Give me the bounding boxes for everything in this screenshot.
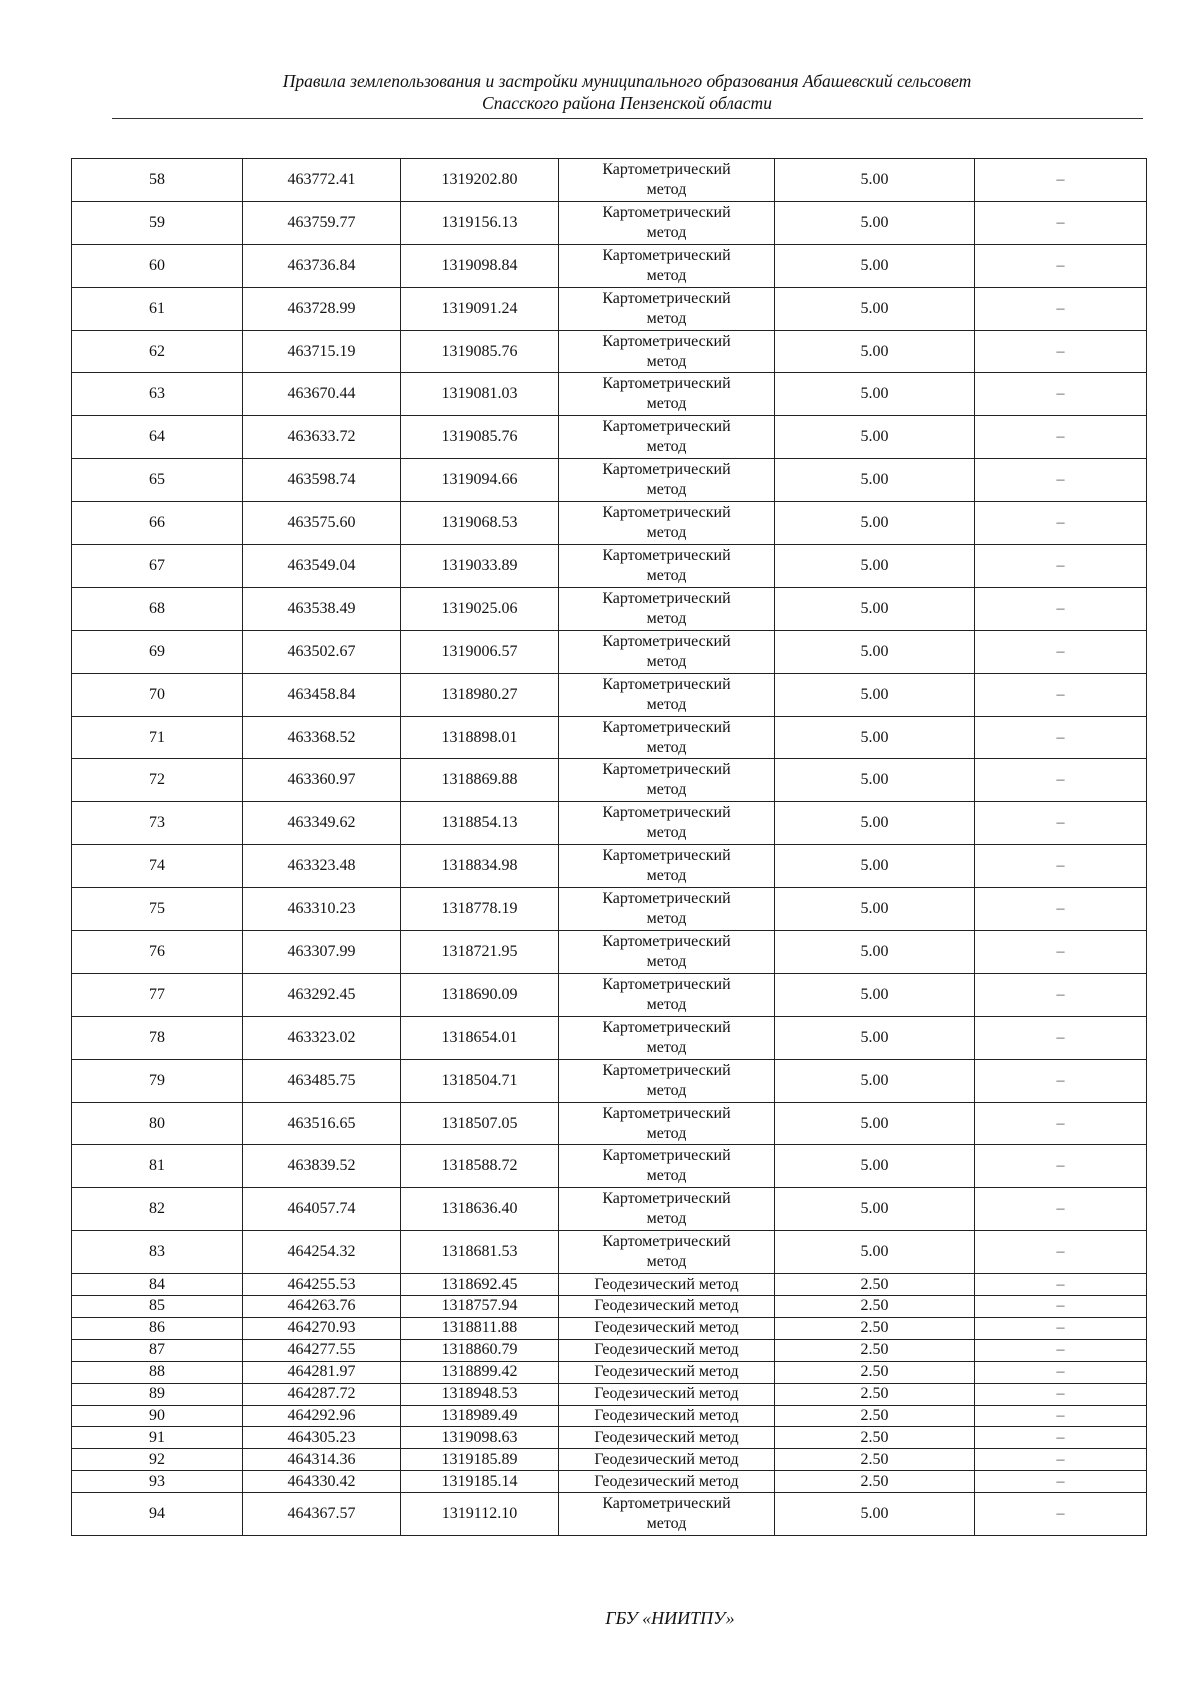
accuracy-cell: 2.50	[775, 1471, 975, 1493]
table-row	[72, 1427, 1147, 1449]
note-cell: –	[975, 1493, 1147, 1536]
x-coordinate-cell: 463292.45	[243, 973, 401, 1016]
x-coordinate-cell: 463349.62	[243, 802, 401, 845]
coordinates-table-body	[72, 159, 1147, 1536]
table-row	[72, 802, 1147, 845]
note-cell: –	[975, 587, 1147, 630]
point-number-cell: 73	[72, 802, 243, 845]
note-cell: –	[975, 1317, 1147, 1339]
table-row	[72, 759, 1147, 802]
method-cell: Картометрический метод	[559, 587, 775, 630]
accuracy-cell: 2.50	[775, 1361, 975, 1383]
table-row	[72, 1102, 1147, 1145]
accuracy-cell: 5.00	[775, 973, 975, 1016]
method-cell: Геодезический метод	[559, 1449, 775, 1471]
table-row	[72, 1449, 1147, 1471]
note-cell: –	[975, 1188, 1147, 1231]
table-row	[72, 1145, 1147, 1188]
y-coordinate-cell: 1319091.24	[401, 287, 559, 330]
note-cell: –	[975, 1231, 1147, 1274]
method-cell: Картометрический метод	[559, 201, 775, 244]
point-number-cell: 81	[72, 1145, 243, 1188]
method-cell: Геодезический метод	[559, 1427, 775, 1449]
method-cell: Картометрический метод	[559, 244, 775, 287]
point-number-cell: 70	[72, 673, 243, 716]
accuracy-cell: 5.00	[775, 416, 975, 459]
table-row	[72, 373, 1147, 416]
note-cell: –	[975, 201, 1147, 244]
x-coordinate-cell: 463368.52	[243, 716, 401, 759]
point-number-cell: 85	[72, 1296, 243, 1318]
accuracy-cell: 5.00	[775, 1145, 975, 1188]
x-coordinate-cell: 463360.97	[243, 759, 401, 802]
accuracy-cell: 5.00	[775, 244, 975, 287]
note-cell: –	[975, 244, 1147, 287]
accuracy-cell: 5.00	[775, 159, 975, 202]
accuracy-cell: 2.50	[775, 1274, 975, 1296]
table-row	[72, 630, 1147, 673]
point-number-cell: 78	[72, 1016, 243, 1059]
note-cell: –	[975, 973, 1147, 1016]
table-row	[72, 845, 1147, 888]
method-cell: Картометрический метод	[559, 1145, 775, 1188]
method-cell: Картометрический метод	[559, 1102, 775, 1145]
y-coordinate-cell: 1319098.84	[401, 244, 559, 287]
point-number-cell: 63	[72, 373, 243, 416]
point-number-cell: 74	[72, 845, 243, 888]
point-number-cell: 84	[72, 1274, 243, 1296]
table-row	[72, 416, 1147, 459]
x-coordinate-cell: 464057.74	[243, 1188, 401, 1231]
note-cell: –	[975, 1405, 1147, 1427]
accuracy-cell: 5.00	[775, 1231, 975, 1274]
note-cell: –	[975, 330, 1147, 373]
note-cell: –	[975, 1471, 1147, 1493]
method-cell: Картометрический метод	[559, 159, 775, 202]
accuracy-cell: 5.00	[775, 545, 975, 588]
accuracy-cell: 5.00	[775, 373, 975, 416]
x-coordinate-cell: 463310.23	[243, 888, 401, 931]
x-coordinate-cell: 464255.53	[243, 1274, 401, 1296]
note-cell: –	[975, 845, 1147, 888]
point-number-cell: 86	[72, 1317, 243, 1339]
y-coordinate-cell: 1319025.06	[401, 587, 559, 630]
method-cell: Картометрический метод	[559, 973, 775, 1016]
point-number-cell: 90	[72, 1405, 243, 1427]
note-cell: –	[975, 1145, 1147, 1188]
method-cell: Картометрический метод	[559, 416, 775, 459]
x-coordinate-cell: 464281.97	[243, 1361, 401, 1383]
accuracy-cell: 5.00	[775, 931, 975, 974]
method-cell: Картометрический метод	[559, 759, 775, 802]
x-coordinate-cell: 464367.57	[243, 1493, 401, 1536]
point-number-cell: 59	[72, 201, 243, 244]
point-number-cell: 66	[72, 502, 243, 545]
table-row	[72, 1296, 1147, 1318]
y-coordinate-cell: 1318898.01	[401, 716, 559, 759]
method-cell: Геодезический метод	[559, 1383, 775, 1405]
table-row	[72, 459, 1147, 502]
note-cell: –	[975, 1383, 1147, 1405]
method-cell: Картометрический метод	[559, 630, 775, 673]
accuracy-cell: 5.00	[775, 716, 975, 759]
point-number-cell: 68	[72, 587, 243, 630]
table-row	[72, 502, 1147, 545]
method-cell: Геодезический метод	[559, 1405, 775, 1427]
table-row	[72, 931, 1147, 974]
x-coordinate-cell: 464277.55	[243, 1339, 401, 1361]
accuracy-cell: 5.00	[775, 587, 975, 630]
y-coordinate-cell: 1318854.13	[401, 802, 559, 845]
accuracy-cell: 5.00	[775, 1102, 975, 1145]
note-cell: –	[975, 1449, 1147, 1471]
point-number-cell: 88	[72, 1361, 243, 1383]
point-number-cell: 58	[72, 159, 243, 202]
accuracy-cell: 5.00	[775, 759, 975, 802]
method-cell: Картометрический метод	[559, 330, 775, 373]
point-number-cell: 94	[72, 1493, 243, 1536]
table-row	[72, 1317, 1147, 1339]
page-header	[112, 70, 1142, 114]
accuracy-cell: 2.50	[775, 1317, 975, 1339]
table-row	[72, 1231, 1147, 1274]
x-coordinate-cell: 464305.23	[243, 1427, 401, 1449]
note-cell: –	[975, 630, 1147, 673]
accuracy-cell: 2.50	[775, 1296, 975, 1318]
note-cell: –	[975, 1016, 1147, 1059]
point-number-cell: 92	[72, 1449, 243, 1471]
y-coordinate-cell: 1319156.13	[401, 201, 559, 244]
y-coordinate-cell: 1318507.05	[401, 1102, 559, 1145]
y-coordinate-cell: 1318834.98	[401, 845, 559, 888]
point-number-cell: 76	[72, 931, 243, 974]
y-coordinate-cell: 1319185.89	[401, 1449, 559, 1471]
y-coordinate-cell: 1318681.53	[401, 1231, 559, 1274]
x-coordinate-cell: 464314.36	[243, 1449, 401, 1471]
x-coordinate-cell: 463502.67	[243, 630, 401, 673]
point-number-cell: 93	[72, 1471, 243, 1493]
accuracy-cell: 5.00	[775, 459, 975, 502]
point-number-cell: 64	[72, 416, 243, 459]
x-coordinate-cell: 463736.84	[243, 244, 401, 287]
note-cell: –	[975, 1274, 1147, 1296]
point-number-cell: 75	[72, 888, 243, 931]
accuracy-cell: 5.00	[775, 802, 975, 845]
point-number-cell: 82	[72, 1188, 243, 1231]
y-coordinate-cell: 1318636.40	[401, 1188, 559, 1231]
accuracy-cell: 5.00	[775, 888, 975, 931]
page-footer: ГБУ «НИИТПУ»	[605, 1608, 735, 1628]
table-row	[72, 287, 1147, 330]
x-coordinate-cell: 463549.04	[243, 545, 401, 588]
point-number-cell: 69	[72, 630, 243, 673]
method-cell: Картометрический метод	[559, 673, 775, 716]
table-row	[72, 673, 1147, 716]
y-coordinate-cell: 1318989.49	[401, 1405, 559, 1427]
accuracy-cell: 5.00	[775, 502, 975, 545]
table-row	[72, 1383, 1147, 1405]
y-coordinate-cell: 1318654.01	[401, 1016, 559, 1059]
method-cell: Картометрический метод	[559, 1231, 775, 1274]
table-row	[72, 545, 1147, 588]
header-title-line-2: Спасского района Пензенской области	[482, 93, 772, 113]
point-number-cell: 71	[72, 716, 243, 759]
accuracy-cell: 2.50	[775, 1383, 975, 1405]
point-number-cell: 77	[72, 973, 243, 1016]
point-number-cell: 80	[72, 1102, 243, 1145]
accuracy-cell: 5.00	[775, 1059, 975, 1102]
x-coordinate-cell: 464330.42	[243, 1471, 401, 1493]
method-cell: Геодезический метод	[559, 1317, 775, 1339]
note-cell: –	[975, 373, 1147, 416]
y-coordinate-cell: 1319006.57	[401, 630, 559, 673]
y-coordinate-cell: 1318690.09	[401, 973, 559, 1016]
note-cell: –	[975, 931, 1147, 974]
method-cell: Геодезический метод	[559, 1361, 775, 1383]
table-row	[72, 1188, 1147, 1231]
method-cell: Картометрический метод	[559, 1059, 775, 1102]
method-cell: Геодезический метод	[559, 1296, 775, 1318]
table-row	[72, 1274, 1147, 1296]
point-number-cell: 61	[72, 287, 243, 330]
table-row	[72, 159, 1147, 202]
y-coordinate-cell: 1319068.53	[401, 502, 559, 545]
y-coordinate-cell: 1319202.80	[401, 159, 559, 202]
accuracy-cell: 2.50	[775, 1339, 975, 1361]
point-number-cell: 91	[72, 1427, 243, 1449]
y-coordinate-cell: 1319112.10	[401, 1493, 559, 1536]
table-row	[72, 1339, 1147, 1361]
y-coordinate-cell: 1318948.53	[401, 1383, 559, 1405]
x-coordinate-cell: 463670.44	[243, 373, 401, 416]
method-cell: Геодезический метод	[559, 1274, 775, 1296]
y-coordinate-cell: 1318692.45	[401, 1274, 559, 1296]
accuracy-cell: 5.00	[775, 630, 975, 673]
method-cell: Картометрический метод	[559, 1493, 775, 1536]
note-cell: –	[975, 1361, 1147, 1383]
note-cell: –	[975, 673, 1147, 716]
x-coordinate-cell: 463728.99	[243, 287, 401, 330]
accuracy-cell: 2.50	[775, 1405, 975, 1427]
x-coordinate-cell: 464263.76	[243, 1296, 401, 1318]
note-cell: –	[975, 759, 1147, 802]
method-cell: Картометрический метод	[559, 931, 775, 974]
x-coordinate-cell: 463323.02	[243, 1016, 401, 1059]
table-row	[72, 330, 1147, 373]
x-coordinate-cell: 464287.72	[243, 1383, 401, 1405]
note-cell: –	[975, 1339, 1147, 1361]
note-cell: –	[975, 802, 1147, 845]
note-cell: –	[975, 502, 1147, 545]
method-cell: Картометрический метод	[559, 845, 775, 888]
table-row	[72, 201, 1147, 244]
x-coordinate-cell: 463458.84	[243, 673, 401, 716]
point-number-cell: 62	[72, 330, 243, 373]
method-cell: Картометрический метод	[559, 1016, 775, 1059]
accuracy-cell: 5.00	[775, 287, 975, 330]
table-row	[72, 587, 1147, 630]
y-coordinate-cell: 1318757.94	[401, 1296, 559, 1318]
accuracy-cell: 5.00	[775, 1188, 975, 1231]
table-row	[72, 1059, 1147, 1102]
point-number-cell: 87	[72, 1339, 243, 1361]
point-number-cell: 67	[72, 545, 243, 588]
x-coordinate-cell: 463323.48	[243, 845, 401, 888]
x-coordinate-cell: 463538.49	[243, 587, 401, 630]
table-row	[72, 1405, 1147, 1427]
table-row	[72, 888, 1147, 931]
table-row	[72, 973, 1147, 1016]
method-cell: Картометрический метод	[559, 459, 775, 502]
x-coordinate-cell: 463772.41	[243, 159, 401, 202]
x-coordinate-cell: 463575.60	[243, 502, 401, 545]
y-coordinate-cell: 1318721.95	[401, 931, 559, 974]
accuracy-cell: 5.00	[775, 1016, 975, 1059]
method-cell: Картометрический метод	[559, 716, 775, 759]
y-coordinate-cell: 1319085.76	[401, 416, 559, 459]
table-row	[72, 1493, 1147, 1536]
y-coordinate-cell: 1318899.42	[401, 1361, 559, 1383]
method-cell: Картометрический метод	[559, 888, 775, 931]
y-coordinate-cell: 1319185.14	[401, 1471, 559, 1493]
coordinates-table	[71, 158, 1147, 1536]
y-coordinate-cell: 1319081.03	[401, 373, 559, 416]
method-cell: Картометрический метод	[559, 802, 775, 845]
y-coordinate-cell: 1318504.71	[401, 1059, 559, 1102]
note-cell: –	[975, 159, 1147, 202]
method-cell: Геодезический метод	[559, 1339, 775, 1361]
accuracy-cell: 5.00	[775, 330, 975, 373]
note-cell: –	[975, 416, 1147, 459]
x-coordinate-cell: 463516.65	[243, 1102, 401, 1145]
table-row	[72, 1361, 1147, 1383]
y-coordinate-cell: 1319033.89	[401, 545, 559, 588]
x-coordinate-cell: 463598.74	[243, 459, 401, 502]
note-cell: –	[975, 1427, 1147, 1449]
method-cell: Картометрический метод	[559, 1188, 775, 1231]
note-cell: –	[975, 888, 1147, 931]
note-cell: –	[975, 1059, 1147, 1102]
method-cell: Картометрический метод	[559, 373, 775, 416]
note-cell: –	[975, 1102, 1147, 1145]
x-coordinate-cell: 463633.72	[243, 416, 401, 459]
point-number-cell: 83	[72, 1231, 243, 1274]
y-coordinate-cell: 1318869.88	[401, 759, 559, 802]
y-coordinate-cell: 1318588.72	[401, 1145, 559, 1188]
header-divider	[112, 118, 1143, 119]
note-cell: –	[975, 459, 1147, 502]
note-cell: –	[975, 1296, 1147, 1318]
method-cell: Геодезический метод	[559, 1471, 775, 1493]
point-number-cell: 72	[72, 759, 243, 802]
accuracy-cell: 5.00	[775, 845, 975, 888]
note-cell: –	[975, 545, 1147, 588]
header-title-line-1: Правила землепользования и застройки муниципального образования Абашевский сельсовет	[282, 71, 972, 91]
accuracy-cell: 2.50	[775, 1427, 975, 1449]
method-cell: Картометрический метод	[559, 545, 775, 588]
table-row	[72, 1016, 1147, 1059]
x-coordinate-cell: 463715.19	[243, 330, 401, 373]
accuracy-cell: 5.00	[775, 673, 975, 716]
accuracy-cell: 2.50	[775, 1449, 975, 1471]
x-coordinate-cell: 464254.32	[243, 1231, 401, 1274]
y-coordinate-cell: 1318778.19	[401, 888, 559, 931]
note-cell: –	[975, 287, 1147, 330]
x-coordinate-cell: 463485.75	[243, 1059, 401, 1102]
method-cell: Картометрический метод	[559, 502, 775, 545]
y-coordinate-cell: 1319094.66	[401, 459, 559, 502]
method-cell: Картометрический метод	[559, 287, 775, 330]
accuracy-cell: 5.00	[775, 1493, 975, 1536]
x-coordinate-cell: 463839.52	[243, 1145, 401, 1188]
y-coordinate-cell: 1318811.88	[401, 1317, 559, 1339]
point-number-cell: 89	[72, 1383, 243, 1405]
table-row	[72, 244, 1147, 287]
y-coordinate-cell: 1318860.79	[401, 1339, 559, 1361]
y-coordinate-cell: 1319098.63	[401, 1427, 559, 1449]
point-number-cell: 65	[72, 459, 243, 502]
y-coordinate-cell: 1318980.27	[401, 673, 559, 716]
point-number-cell: 60	[72, 244, 243, 287]
y-coordinate-cell: 1319085.76	[401, 330, 559, 373]
table-row	[72, 716, 1147, 759]
x-coordinate-cell: 464270.93	[243, 1317, 401, 1339]
note-cell: –	[975, 716, 1147, 759]
x-coordinate-cell: 463307.99	[243, 931, 401, 974]
x-coordinate-cell: 463759.77	[243, 201, 401, 244]
point-number-cell: 79	[72, 1059, 243, 1102]
table-row	[72, 1471, 1147, 1493]
x-coordinate-cell: 464292.96	[243, 1405, 401, 1427]
accuracy-cell: 5.00	[775, 201, 975, 244]
